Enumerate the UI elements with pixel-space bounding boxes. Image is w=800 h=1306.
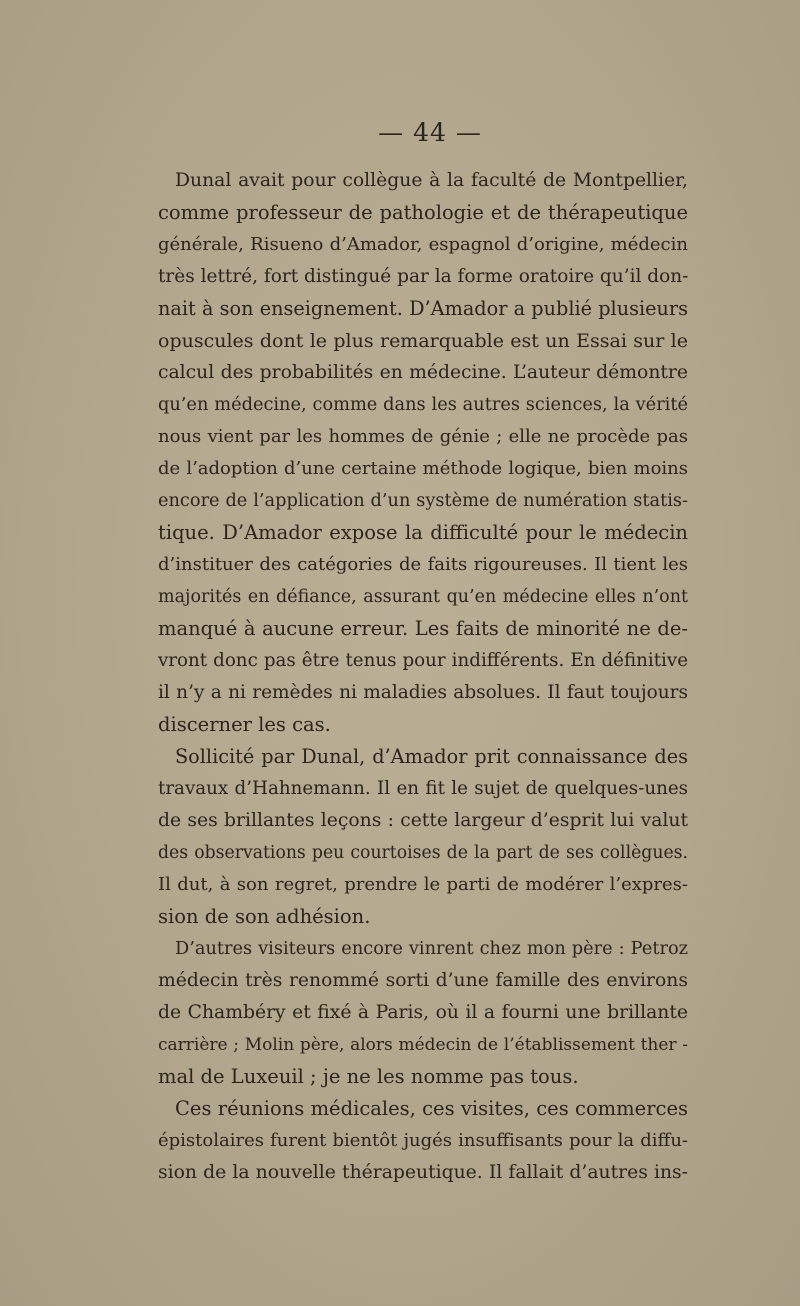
text-line: Sollicité par Dunal, d’Amador prit connaissance des: [175, 745, 688, 768]
paragraph-4: [158, 1093, 688, 1189]
text-line: il n’y a ni remèdes ni maladies absolues. Il faut toujours: [158, 682, 688, 703]
text-line: tique. D’Amador expose la difficulté pour le médecin: [158, 521, 688, 544]
text-line: de l’adoption d’une certaine méthode logique, bien moins: [158, 458, 688, 479]
text-line: très lettré, fort distingué par la forme oratoire qu’il don-: [158, 266, 689, 287]
text-line: sion de la nouvelle thérapeutique. Il fallait d’autres ins-: [158, 1162, 688, 1183]
page-number: — 44 —: [378, 118, 482, 147]
text-line: mal de Luxeuil ; je ne les nomme pas tous.: [158, 1065, 579, 1088]
text-line: nous vient par les hommes de génie ; elle ne procède pas: [158, 426, 688, 447]
text-line: manqué à aucune erreur. Les faits de minorité ne de-: [158, 617, 688, 640]
text-line: de ses brillantes leçons : cette largeur d’esprit lui valut: [158, 810, 688, 831]
body-text: [158, 165, 688, 1189]
text-line: sion de son adhésion.: [158, 905, 371, 928]
text-line: discerner les cas.: [158, 713, 331, 736]
text-line: Ces réunions médicales, ces visites, ces commerces: [175, 1097, 688, 1120]
text-line: d’instituer des catégories de faits rigoureuses. Il tient les: [158, 554, 688, 575]
text-line: comme professeur de pathologie et de thérapeutique: [158, 201, 688, 224]
text-line: D’autres visiteurs encore vinrent chez mon père : Petroz: [175, 939, 688, 959]
text-line: épistolaires furent bientôt jugés insuffisants pour la diffu-: [158, 1130, 688, 1151]
text-line: qu’en médecine, comme dans les autres sciences, la vérité: [158, 395, 688, 415]
text-line: Dunal avait pour collègue à la faculté de Montpellier,: [175, 170, 688, 191]
text-line: travaux d’Hahnemann. Il en fit le sujet de quelques-unes: [158, 778, 688, 799]
text-line: calcul des probabilités en médecine. L’auteur démontre: [158, 362, 688, 383]
text-line: des observations peu courtoises de la part de ses collègues.: [158, 843, 688, 863]
paragraph-1: [158, 165, 688, 741]
text-line: de Chambéry et fixé à Paris, où il a fourni une brillante: [158, 1002, 688, 1023]
paragraph-3: [158, 933, 688, 1093]
paragraph-2: [158, 741, 688, 933]
text-line: générale, Risueno d’Amador, espagnol d’origine, médecin: [158, 234, 688, 255]
text-line: encore de l’application d’un système de numération statis-: [158, 491, 688, 511]
text-line: opuscules dont le plus remarquable est un Essai sur le: [158, 330, 688, 352]
text-line: Il dut, à son regret, prendre le parti de modérer l’expres-: [158, 874, 688, 895]
text-line: carrière ; Molin père, alors médecin de l’établissement ther -: [158, 1035, 688, 1055]
text-line: vront donc pas être tenus pour indifférents. En définitive: [158, 650, 688, 671]
text-line: nait à son enseignement. D’Amador a publié plusieurs: [158, 297, 688, 320]
text-line: médecin très renommé sorti d’une famille des environs: [158, 970, 688, 991]
text-line: majorités en défiance, assurant qu’en médecine elles n’ont: [158, 587, 688, 607]
